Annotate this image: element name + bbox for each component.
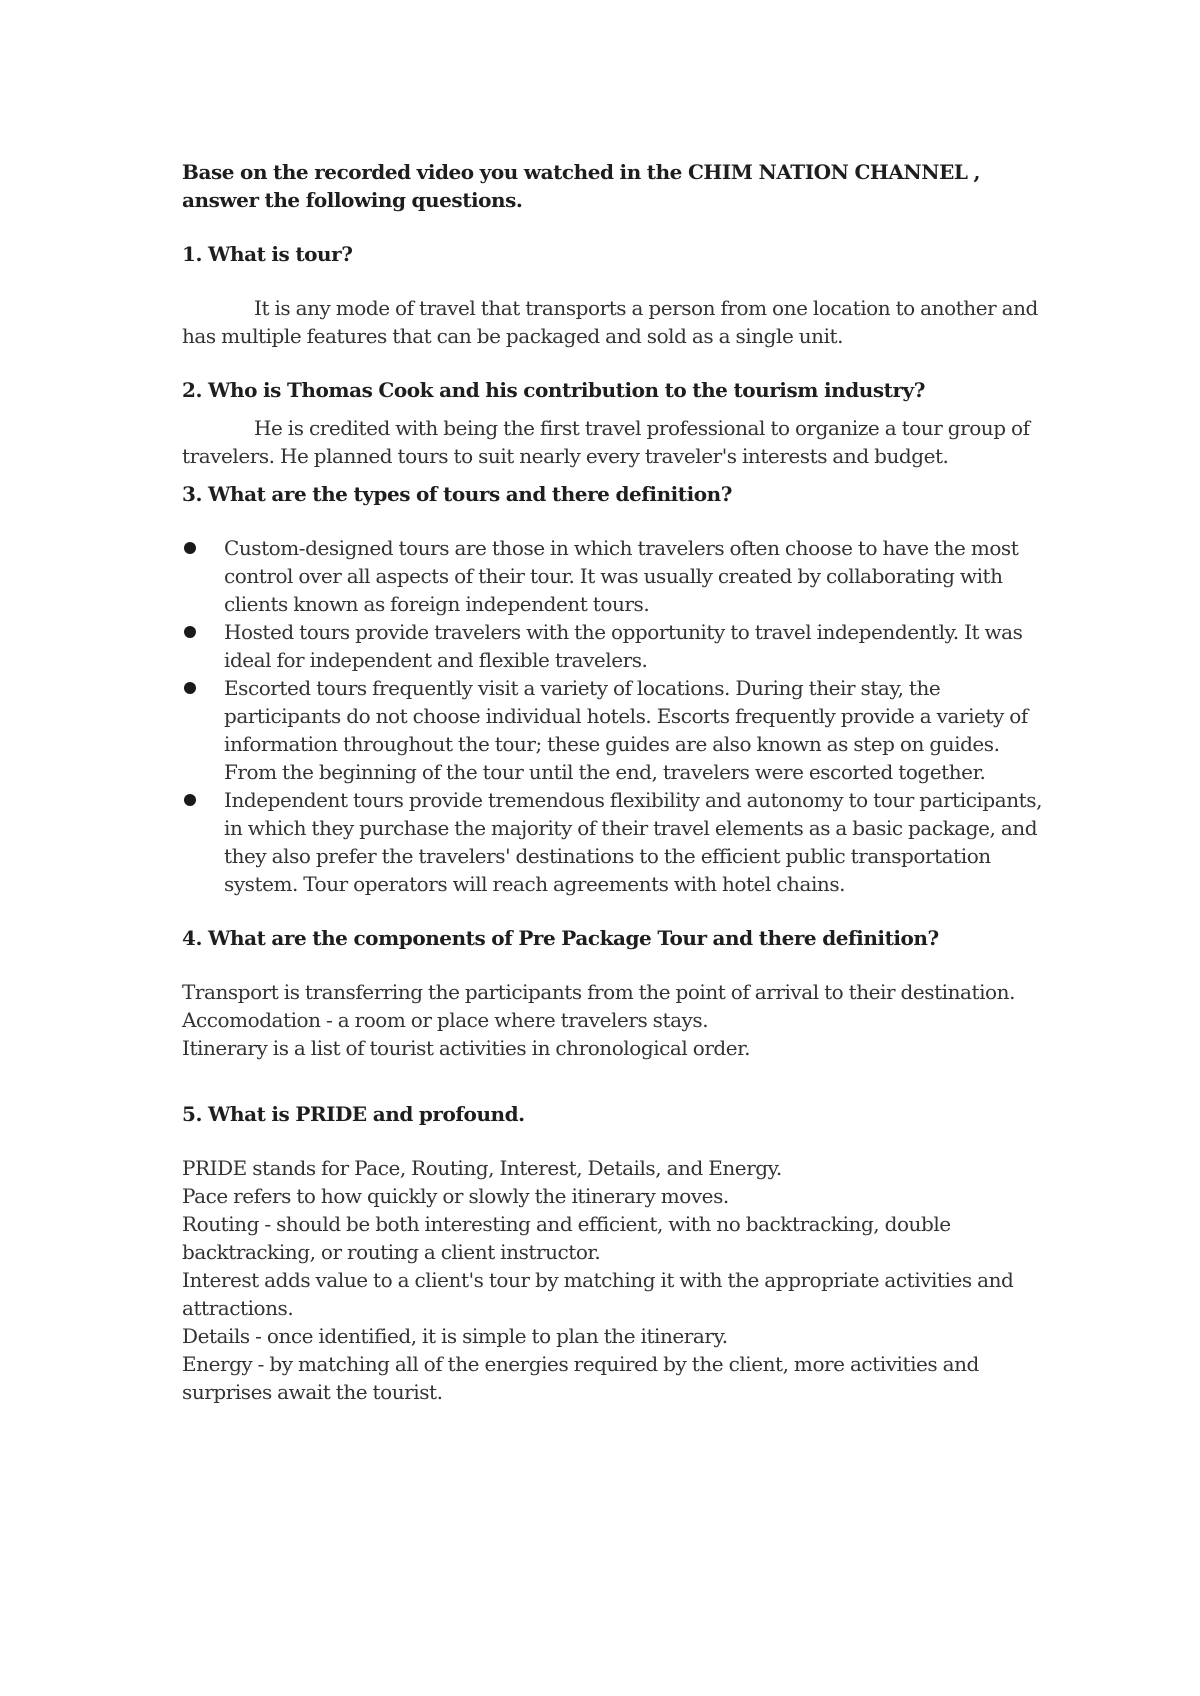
bullet-icon xyxy=(184,626,196,638)
question-5-answer xyxy=(182,1154,1042,1406)
question-5-heading: 5. What is PRIDE and profound. xyxy=(182,1102,525,1126)
component-itinerary: Itinerary is a list of tourist activities in chronological order. xyxy=(182,1036,750,1060)
tour-types-list xyxy=(182,534,1042,898)
tour-type-text: Custom-designed tours are those in which travelers often choose to have the most control over all aspects of their tour. It was usually created by collaborating with clients known as foreign independent tours. xyxy=(224,536,1019,616)
pride-pace: Pace refers to how quickly or slowly the itinerary moves. xyxy=(182,1184,729,1208)
pride-interest: Interest adds value to a client's tour by matching it with the appropriate activities and attractions. xyxy=(182,1268,1014,1320)
document-page xyxy=(182,158,1042,1406)
pride-details: Details - once identified, it is simple to plan the itinerary. xyxy=(182,1324,728,1348)
component-accomodation: Accomodation - a room or place where travelers stays. xyxy=(182,1008,709,1032)
pride-energy: Energy - by matching all of the energies required by the client, more activities and surprises await the tourist. xyxy=(182,1352,979,1404)
question-4-heading: 4. What are the components of Pre Package Tour and there definition? xyxy=(182,926,939,950)
tour-type-item xyxy=(182,534,1042,618)
tour-type-text: Escorted tours frequently visit a variety of locations. During their stay, the participants do not choose individual hotels. Escorts frequently provide a variety of information throughout the tour; these guides are also known as step on guides. From the beginning of the tour until the end, travelers were escorted together. xyxy=(224,676,1028,784)
question-1-answer: It is any mode of travel that transports a person from one location to another and has multiple features that can be packaged and sold as a single unit. xyxy=(182,296,1038,348)
bullet-icon xyxy=(184,542,196,554)
intro-line-2: answer the following questions. xyxy=(182,188,523,212)
question-3-heading: 3. What are the types of tours and there definition? xyxy=(182,482,732,506)
question-4-answer xyxy=(182,978,1042,1062)
question-1-heading: 1. What is tour? xyxy=(182,242,353,266)
question-2-heading: 2. Who is Thomas Cook and his contribution to the tourism industry? xyxy=(182,378,925,402)
component-transport: Transport is transferring the participants from the point of arrival to their destination. xyxy=(182,980,1015,1004)
intro-line-1: Base on the recorded video you watched in the CHIM NATION CHANNEL , xyxy=(182,160,981,184)
question-2-answer: He is credited with being the first travel professional to organize a tour group of travelers. He planned tours to suit nearly every traveler's interests and budget. xyxy=(182,416,1030,468)
tour-type-item xyxy=(182,674,1042,786)
intro-instructions xyxy=(182,158,1042,214)
tour-type-item xyxy=(182,786,1042,898)
bullet-icon xyxy=(184,794,196,806)
tour-type-item xyxy=(182,618,1042,674)
pride-definition: PRIDE stands for Pace, Routing, Interest, Details, and Energy. xyxy=(182,1156,782,1180)
pride-routing: Routing - should be both interesting and efficient, with no backtracking, double backtracking, or routing a client instructor. xyxy=(182,1212,951,1264)
bullet-icon xyxy=(184,682,196,694)
tour-type-text: Hosted tours provide travelers with the opportunity to travel independently. It was ideal for independent and flexible travelers. xyxy=(224,620,1023,672)
tour-type-text: Independent tours provide tremendous flexibility and autonomy to tour participants, in which they purchase the majority of their travel elements as a basic package, and they also prefer the travelers' destinations to the efficient public transportation system. Tour operators will reach agreements with hotel chains. xyxy=(224,788,1042,896)
